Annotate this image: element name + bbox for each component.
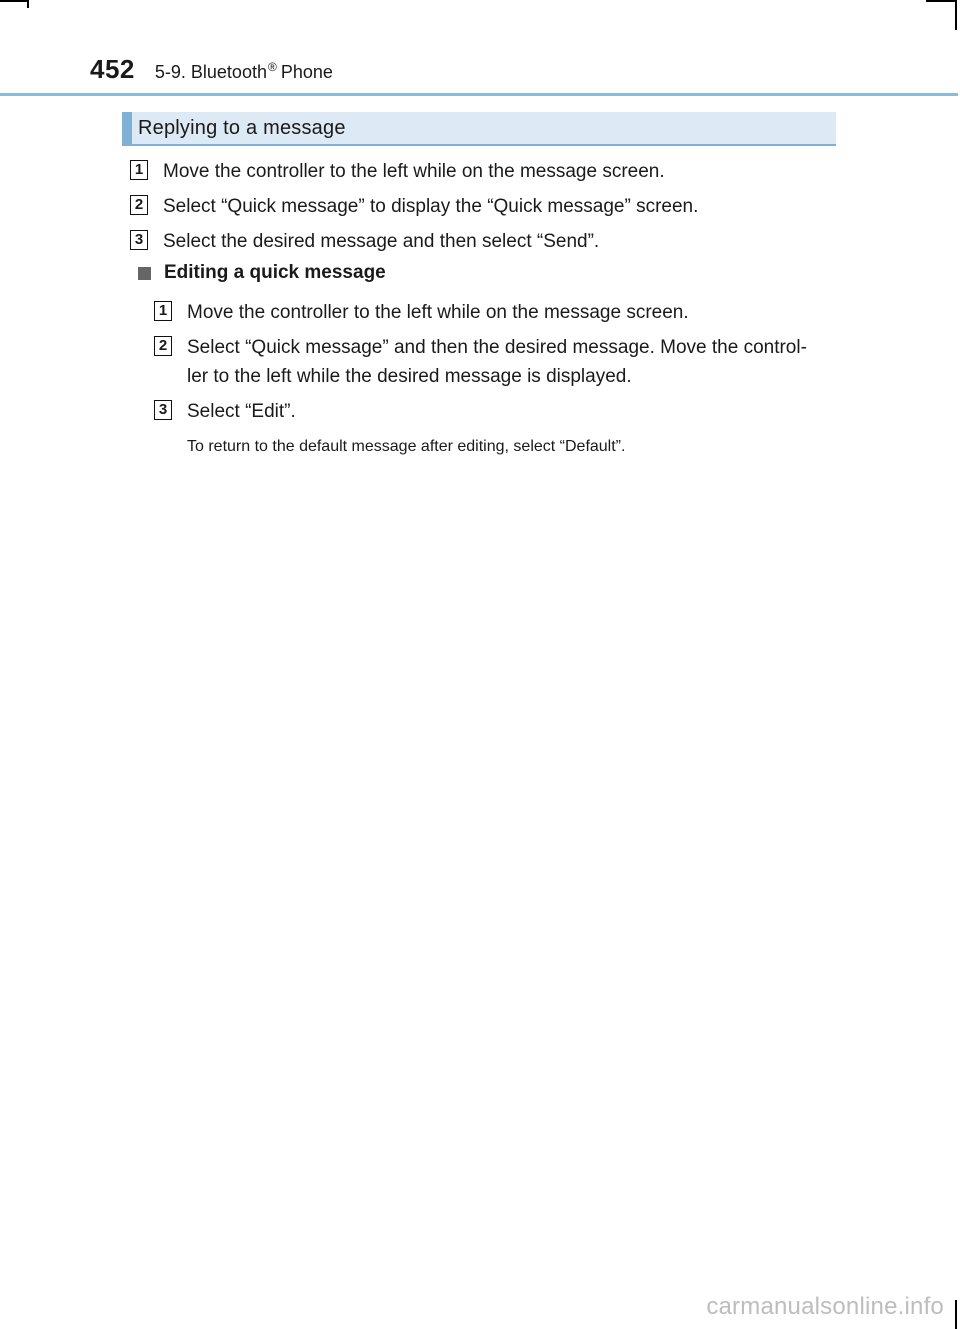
section-heading-bar bbox=[122, 112, 836, 146]
watermark: carmanualsonline.info bbox=[706, 1293, 944, 1320]
section-title bbox=[155, 60, 333, 83]
header-rule bbox=[0, 93, 958, 96]
crop-mark-top-right bbox=[926, 0, 956, 2]
step-text-2: Select “Quick message” to display the “Quick message” screen. bbox=[163, 196, 699, 217]
substep-text-2-line1: Select “Quick message” and then the desired message. Move the control- bbox=[187, 337, 807, 358]
step-badge-3: 3 bbox=[130, 230, 148, 250]
substep-badge-3: 3 bbox=[154, 400, 172, 420]
registered-mark: ® bbox=[267, 60, 277, 74]
section-suffix: Phone bbox=[280, 62, 333, 82]
substep-badge-2: 2 bbox=[154, 336, 172, 356]
page-header bbox=[90, 54, 333, 94]
crop-mark-top-left-v bbox=[27, 0, 29, 8]
crop-mark-top-right-v bbox=[955, 0, 957, 30]
step-badge-1: 1 bbox=[130, 160, 148, 180]
square-bullet-icon bbox=[138, 267, 151, 280]
substep-badge-1: 1 bbox=[154, 301, 172, 321]
step-text-1: Move the controller to the left while on the message screen. bbox=[163, 161, 665, 182]
note-text: To return to the default message after editing, select “Default”. bbox=[187, 438, 626, 455]
substep-text-3: Select “Edit”. bbox=[187, 401, 296, 422]
subsection-title: Editing a quick message bbox=[164, 262, 386, 283]
section-name: 5-9. Bluetooth bbox=[154, 62, 267, 82]
section-heading: Replying to a message bbox=[138, 116, 346, 139]
subsection-heading bbox=[138, 262, 386, 284]
step-text-3: Select the desired message and then select “Send”. bbox=[163, 231, 600, 252]
substep-text-2-line2: ler to the left while the desired message is displayed. bbox=[187, 366, 632, 387]
page-number: 452 bbox=[90, 54, 135, 84]
crop-mark-bottom-right bbox=[955, 1300, 957, 1329]
crop-mark-top-left bbox=[0, 0, 28, 2]
step-badge-2: 2 bbox=[130, 195, 148, 215]
substep-text-1: Move the controller to the left while on the message screen. bbox=[187, 302, 689, 323]
